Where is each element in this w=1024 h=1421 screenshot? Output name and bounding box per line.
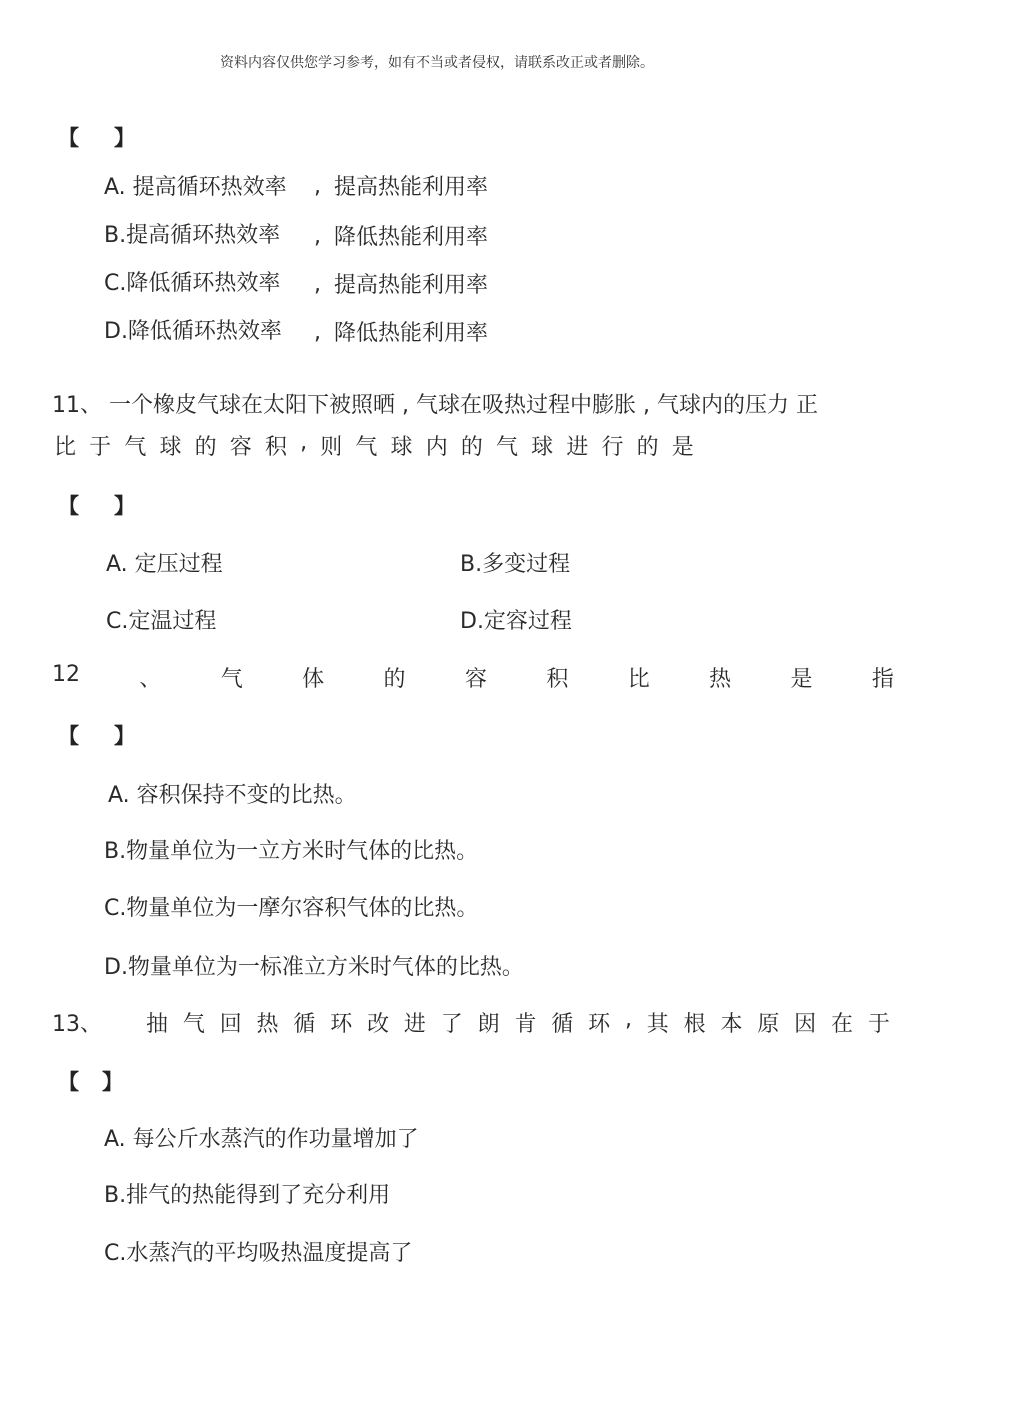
option-text: 提高热能利用率 bbox=[334, 175, 489, 200]
bracket-right: 】 bbox=[114, 724, 135, 748]
option-b: B.排气的热能得到了充分利用 bbox=[104, 1183, 391, 1208]
char: 肯 bbox=[514, 1012, 537, 1037]
char: 本 bbox=[720, 1012, 743, 1037]
char: 比 bbox=[54, 435, 77, 460]
char: 比 bbox=[627, 667, 650, 692]
question-12-text bbox=[52, 662, 894, 693]
char: 指 bbox=[871, 667, 894, 692]
question-13-text bbox=[146, 1007, 890, 1038]
char: 原 bbox=[757, 1012, 780, 1037]
char: 热 bbox=[256, 1012, 279, 1037]
char: 则 bbox=[320, 435, 343, 460]
char: 其 bbox=[646, 1012, 669, 1037]
char: 气 bbox=[182, 1012, 205, 1037]
question-number: 13、 bbox=[52, 1012, 102, 1037]
option-c: C.水蒸汽的平均吸热温度提高了 bbox=[104, 1241, 413, 1266]
option-c: C.降低循环热效率 bbox=[104, 271, 281, 296]
option-text: 降低热能利用率 bbox=[334, 225, 489, 250]
char: 于 bbox=[867, 1012, 890, 1037]
char: 进 bbox=[566, 435, 589, 460]
char: 因 bbox=[794, 1012, 817, 1037]
bracket-right: 】 bbox=[114, 126, 135, 150]
char: 是 bbox=[671, 435, 694, 460]
question-11-line-1: 11、 一个橡皮气球在太阳下被照晒 , 气球在吸热过程中膨胀 , 气球内的压力 正 bbox=[52, 393, 818, 418]
option-b: B.提高循环热效率 bbox=[104, 223, 281, 248]
char: 积 bbox=[546, 667, 569, 692]
char: , bbox=[300, 430, 308, 455]
char: 容 bbox=[464, 667, 487, 692]
option-comma: , bbox=[314, 320, 321, 345]
option-a bbox=[104, 170, 287, 201]
option-a: A. 容积保持不变的比热。 bbox=[108, 783, 357, 808]
option-c: C.定温过程 bbox=[106, 609, 217, 634]
char: 是 bbox=[790, 667, 813, 692]
char: 的 bbox=[383, 667, 406, 692]
option-b: B.多变过程 bbox=[460, 552, 571, 577]
answer-bracket bbox=[58, 1066, 138, 1096]
answer-bracket bbox=[58, 122, 138, 152]
char: 朗 bbox=[477, 1012, 500, 1037]
disclaimer-text: 资料内容仅供您学习参考，如有不当或者侵权，请联系改正或者删除。 bbox=[220, 55, 654, 71]
bracket-left: 【 bbox=[58, 494, 79, 518]
char: 于 bbox=[89, 435, 112, 460]
char: 球 bbox=[390, 435, 413, 460]
char: 气 bbox=[220, 667, 243, 692]
char: 回 bbox=[219, 1012, 242, 1037]
char: 热 bbox=[709, 667, 732, 692]
option-b: B.物量单位为一立方米时气体的比热。 bbox=[104, 839, 479, 864]
char: 内 bbox=[425, 435, 448, 460]
option-d: D.定容过程 bbox=[460, 609, 572, 634]
option-d: D.降低循环热效率 bbox=[104, 319, 282, 344]
option-a: A. 定压过程 bbox=[106, 552, 223, 577]
char: 球 bbox=[159, 435, 182, 460]
char: 根 bbox=[683, 1012, 706, 1037]
option-d: D.物量单位为一标准立方米时气体的比热。 bbox=[104, 955, 524, 980]
char: 气 bbox=[496, 435, 519, 460]
bracket-left: 【 bbox=[58, 1070, 79, 1094]
char: 的 bbox=[636, 435, 659, 460]
char: 气 bbox=[124, 435, 147, 460]
option-comma: , bbox=[314, 224, 321, 249]
char: 气 bbox=[355, 435, 378, 460]
char: 的 bbox=[194, 435, 217, 460]
option-comma: , bbox=[314, 272, 321, 297]
question-11-line-2 bbox=[54, 430, 694, 461]
char: 改 bbox=[367, 1012, 390, 1037]
char: 球 bbox=[531, 435, 554, 460]
char: 环 bbox=[330, 1012, 353, 1037]
option-comma: , bbox=[314, 174, 321, 199]
char: 循 bbox=[293, 1012, 316, 1037]
char: 抽 bbox=[146, 1012, 169, 1037]
char: 进 bbox=[403, 1012, 426, 1037]
char: 环 bbox=[588, 1012, 611, 1037]
bracket-left: 【 bbox=[58, 126, 79, 150]
bracket-right: 】 bbox=[102, 1070, 123, 1094]
bracket-right: 】 bbox=[114, 494, 135, 518]
answer-bracket bbox=[58, 490, 138, 520]
char: 、 bbox=[139, 667, 162, 692]
char: 的 bbox=[460, 435, 483, 460]
char: 行 bbox=[601, 435, 624, 460]
bracket-left: 【 bbox=[58, 724, 79, 748]
char: 了 bbox=[440, 1012, 463, 1037]
option-text: 提高热能利用率 bbox=[334, 273, 489, 298]
option-c: C.物量单位为一摩尔容积气体的比热。 bbox=[104, 896, 479, 921]
answer-bracket bbox=[58, 720, 138, 750]
option-text: A. 提高循环热效率 bbox=[104, 175, 287, 200]
char: 循 bbox=[551, 1012, 574, 1037]
char: 在 bbox=[831, 1012, 854, 1037]
question-number: 12 bbox=[52, 662, 80, 687]
char: , bbox=[624, 1007, 632, 1032]
char: 容 bbox=[229, 435, 252, 460]
option-a: A. 每公斤水蒸汽的作功量增加了 bbox=[104, 1127, 419, 1152]
char: 积 bbox=[264, 435, 287, 460]
option-text: 降低热能利用率 bbox=[334, 321, 489, 346]
char: 体 bbox=[302, 667, 325, 692]
